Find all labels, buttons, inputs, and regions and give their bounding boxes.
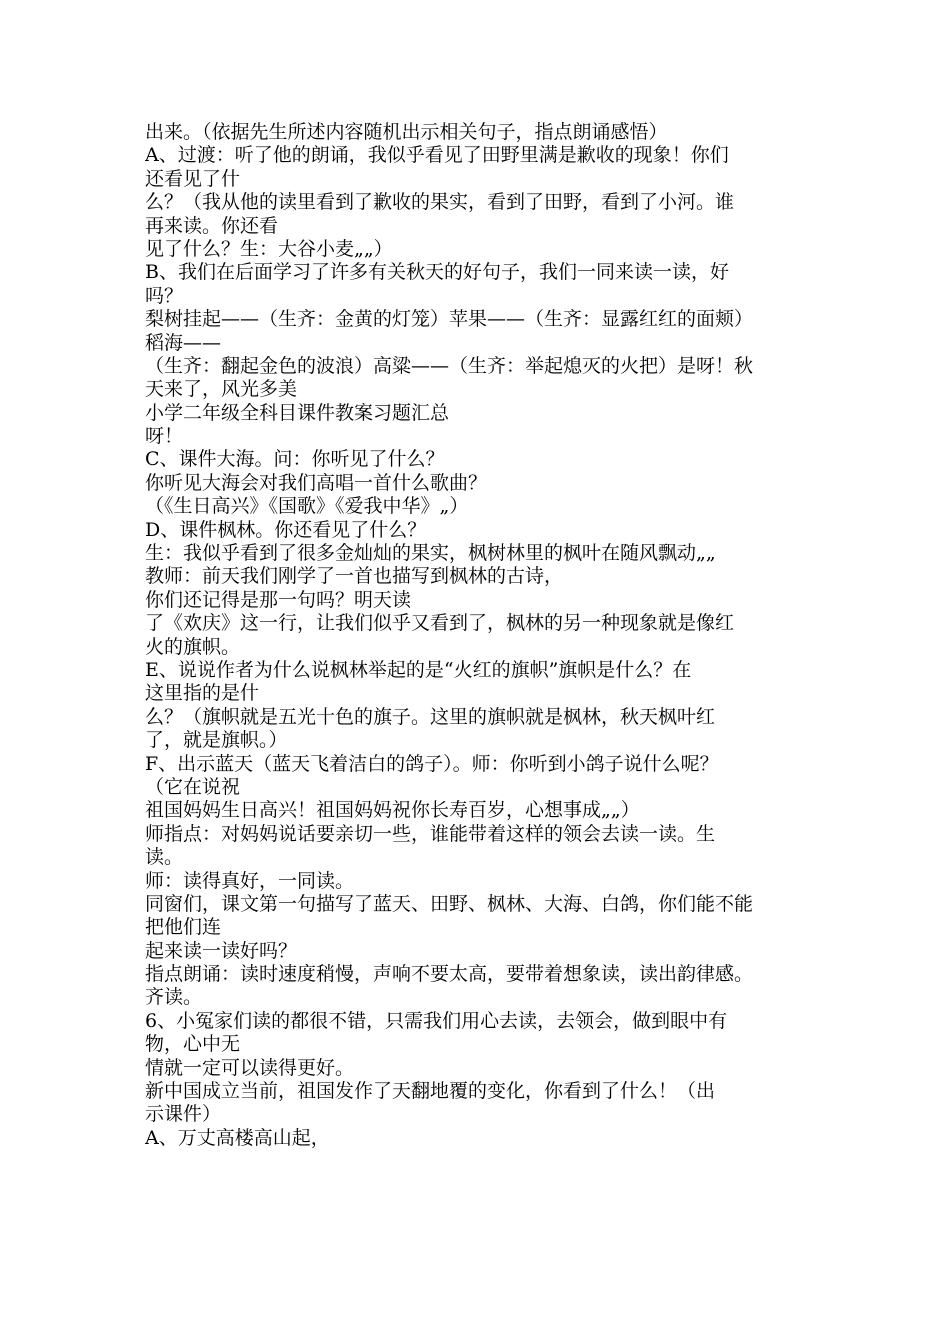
text-line: 教师：前天我们刚学了一首也描写到枫林的古诗，: [145, 565, 564, 588]
document-page: [145, 121, 835, 1150]
text-line: 把他们连: [145, 916, 222, 939]
text-line: 还看见了什: [145, 167, 241, 190]
text-line: 火的旗帜。: [145, 635, 241, 658]
text-line: B、我们在后面学习了许多有关秋天的好句子，我们一同来读一读，好: [145, 261, 729, 284]
text-line: 这里指的是什: [145, 682, 260, 705]
text-line: 示课件）: [145, 1103, 222, 1126]
text-line: 同窗们，课文第一句描写了蓝天、田野、枫林、大海、白鸽，你们能不能: [145, 892, 754, 915]
text-line: 新中国成立当前，祖国发作了天翻地覆的变化，你看到了什么！（出: [145, 1080, 716, 1103]
text-line: （它在说祝: [145, 775, 241, 798]
text-line: 祖国妈妈生日高兴！祖国妈妈祝你长寿百岁，心想事成„„）: [145, 799, 640, 822]
text-line: A、万丈高楼高山起，: [145, 1126, 330, 1149]
text-line: 出来。（依据先生所述内容随机出示相关句子，指点朗诵感悟）: [145, 121, 668, 143]
text-line: 师：读得真好，一同读。: [145, 869, 355, 892]
text-line: E、说说作者为什么说枫林举起的是“火红的旗帜”旗帜是什么？在: [145, 658, 692, 681]
text-line: F、出示蓝天（蓝天飞着洁白的鸽子）。师：你听到小鸽子说什么呢？: [145, 752, 719, 775]
text-line: 呀！: [145, 425, 184, 448]
text-line: 天来了，风光多美: [145, 378, 298, 401]
text-line: C、课件大海。问：你听见了什么？: [145, 448, 445, 471]
text-line: （《生日高兴》《国歌》《爱我中华》„）: [145, 495, 469, 518]
text-line: 齐读。: [145, 986, 203, 1009]
text-line: 物，心中无: [145, 1033, 241, 1056]
text-line: 么？（我从他的读里看到了歉收的果实，看到了田野，看到了小河。谁: [145, 191, 735, 214]
text-line: 你听见大海会对我们高唱一首什么歌曲？: [145, 471, 488, 494]
text-line: 了，就是旗帜。）: [145, 729, 288, 752]
text-line: 6、小冤家们读的都很不错，只需我们用心去读，去领会，做到眼中有: [145, 1009, 728, 1032]
text-line: 再来读。你还看: [145, 214, 279, 237]
text-line: 梨树挂起——（生齐：金黄的灯笼）苹果——（生齐：显露红红的面颊）: [145, 308, 754, 331]
text-line: 小学二年级全科目课件教案习题汇总: [145, 401, 450, 424]
text-line: 起来读一读好吗？: [145, 939, 298, 962]
text-line: 么？（旗帜就是五光十色的旗子。这里的旗帜就是枫林，秋天枫叶红: [145, 705, 716, 728]
text-line: D、课件枫林。你还看见了什么？: [145, 518, 427, 541]
text-line: 见了什么？生：大谷小麦„„）: [145, 237, 393, 260]
text-line: A、过渡：听了他的朗诵，我似乎看见了田野里满是歉收的现象！你们: [145, 144, 729, 167]
text-line: 读。: [145, 846, 184, 869]
text-line: 你们还记得是那一句吗？明天读: [145, 588, 412, 611]
text-line: 吗？: [145, 284, 184, 307]
text-line: 生：我似乎看到了很多金灿灿的果实，枫树林里的枫叶在随风飘动„„: [145, 542, 716, 565]
text-line: 稻海——: [145, 331, 222, 354]
text-line: 了《欢庆》这一行，让我们似乎又看到了，枫林的另一种现象就是像红: [145, 612, 735, 635]
text-line: （生齐：翻起金色的波浪）高粱——（生齐：举起熄灭的火把）是呀！秋: [145, 354, 754, 377]
text-line: 情就一定可以读得更好。: [145, 1056, 355, 1079]
text-line: 师指点：对妈妈说话要亲切一些，谁能带着这样的领会去读一读。生: [145, 822, 716, 845]
text-line: 指点朗诵：读时速度稍慢，声响不要太高，要带着想象读，读出韵律感。: [145, 963, 754, 986]
